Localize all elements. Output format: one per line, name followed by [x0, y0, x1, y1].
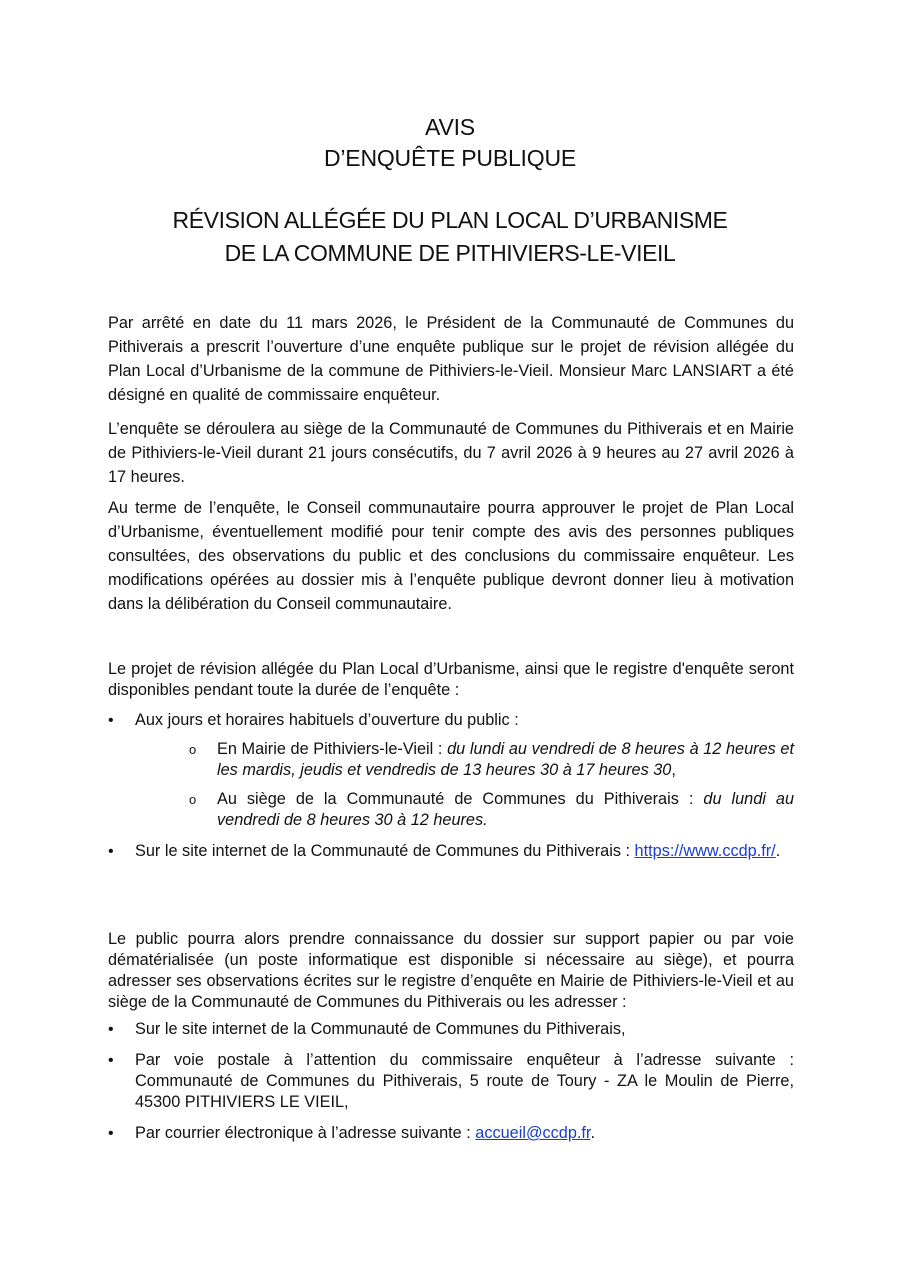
paragraph-disponibilite: Le projet de révision allégée du Plan Local d’Urbanisme, ainsi que le registre d'enquête seront disponibles pendant toute la durée de l’enquête : — [108, 660, 794, 699]
notice-subtitle — [0, 204, 900, 270]
bullet-icon: • — [108, 1052, 114, 1069]
paragraph-deroulement: L’enquête se déroulera au siège de la Communauté de Communes du Pithiverais et en Mairie de Pithiviers-le-Vieil durant 21 jours consécutifs, du 7 avril 2026 à 9 heures au 27 avril 2026 à 17 heures. — [108, 420, 794, 486]
bullet-icon: • — [108, 712, 114, 729]
bullet-icon: • — [108, 1021, 114, 1038]
circle-bullet-icon: o — [189, 792, 197, 807]
sub-item-end: , — [671, 761, 676, 779]
list-item-end: . — [775, 842, 781, 860]
sub-list-item — [135, 789, 794, 831]
list-item — [108, 1123, 794, 1144]
list-item — [108, 710, 794, 831]
sub-item-label: En Mairie de Pithiviers-le-Vieil : — [217, 740, 448, 758]
list-item — [108, 1050, 794, 1113]
list-item — [108, 1019, 794, 1040]
bullet-icon: • — [108, 843, 114, 860]
list-item-text: Sur le site internet de la Communauté de Communes du Pithiverais : — [135, 842, 635, 860]
title-avis: AVIS — [425, 114, 475, 140]
sub-item-hours: du lundi au vendredi de 8 heures 30 à 12 heures. — [217, 790, 794, 829]
list-item — [108, 841, 794, 862]
bullet-icon: • — [108, 1125, 114, 1142]
availability-list — [108, 710, 794, 872]
subtitle-line-1: RÉVISION ALLÉGÉE DU PLAN LOCAL D’URBANISME — [172, 207, 728, 233]
subtitle-line-2: DE LA COMMUNE DE PITHIVIERS-LE-VIEIL — [224, 240, 676, 266]
ccdp-website-link[interactable]: https://www.ccdp.fr/ — [634, 842, 776, 860]
list-item-text: Sur le site internet de la Communauté de Communes du Pithiverais, — [135, 1020, 626, 1038]
sub-item-label: Au siège de la Communauté de Communes du Pithiverais : — [217, 790, 704, 808]
paragraph-terme: Au terme de l’enquête, le Conseil communautaire pourra approuver le projet de Plan Local d’Urbanisme, éventuellement modifié pour tenir compte des avis des personnes publiques consultées, des observations du public et des conclusions du commissaire enquêteur. Les modifications opérées au dossier mis à l’enquête publique devront donner lieu à motivation dans la délibération du Conseil communautaire. — [108, 499, 794, 613]
sub-item-hours: du lundi au vendredi de 8 heures à 12 heures et les mardis, jeudis et vendredis de 13 heures 30 à 17 heures 30 — [217, 740, 794, 779]
sub-list-item — [135, 739, 794, 781]
list-item-end: . — [590, 1124, 595, 1142]
list-item-text: Aux jours et horaires habituels d’ouverture du public : — [135, 711, 519, 729]
list-item-text: Par voie postale à l’attention du commissaire enquêteur à l’adresse suivante : Communauté de Communes du Pithiverais, 5 route de Toury - ZA le Moulin de Pierre, 45300 PITHIVIERS LE VIEIL, — [135, 1051, 794, 1111]
email-link[interactable]: accueil@ccdp.fr — [475, 1124, 591, 1142]
observations-list — [108, 1019, 794, 1154]
paragraph-arrete: Par arrêté en date du 11 mars 2026, le Président de la Communauté de Communes du Pithiverais a prescrit l’ouverture d’une enquête publique sur le projet de révision allégée du Plan Local d’Urbanisme de la commune de Pithiviers-le-Vieil. Monsieur Marc LANSIART a été désigné en qualité de commissaire enquêteur. — [108, 314, 794, 404]
title-enquete-publique: D’ENQUÊTE PUBLIQUE — [323, 145, 576, 171]
circle-bullet-icon: o — [189, 742, 197, 757]
list-item-text: Par courrier électronique à l’adresse suivante : — [135, 1124, 476, 1142]
paragraph-public: Le public pourra alors prendre connaissance du dossier sur support papier ou par voie dématérialisée (un poste informatique est disponible si nécessaire au siège), et pourra adresser ses observations écrites sur le registre d’enquête en Mairie de Pithiviers-le-Vieil et au siège de la Communauté de Communes du Pithiverais ou les adresser : — [108, 930, 794, 1011]
notice-title — [0, 112, 900, 174]
